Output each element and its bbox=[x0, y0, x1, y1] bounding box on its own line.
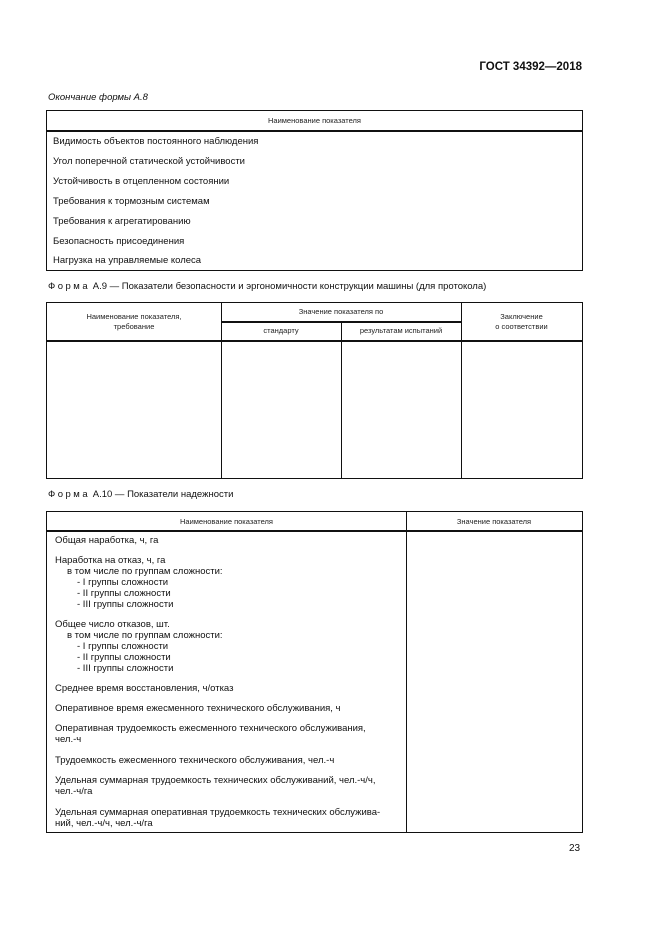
table-row: Устойчивость в отцепленном состоянии bbox=[53, 176, 230, 187]
column-header-results: результатам испытаний bbox=[359, 326, 443, 335]
column-header-name: Наименование показателя, требование bbox=[86, 312, 182, 331]
table-row: Нагрузка на управляемые колеса bbox=[53, 255, 202, 266]
table-row: Безопасность присоединения bbox=[53, 236, 185, 247]
indicator-group: Среднее время восстановления, ч/отказ bbox=[55, 683, 234, 694]
table-row: Требования к тормозным системам bbox=[53, 196, 210, 207]
document-code: ГОСТ 34392—2018 bbox=[479, 61, 582, 73]
form-a9-table bbox=[46, 302, 583, 479]
column-header: Наименование показателя bbox=[268, 116, 361, 125]
table-row: Требования к агрегатированию bbox=[53, 216, 191, 227]
table-row: Видимость объектов постоянного наблюдения bbox=[53, 136, 259, 147]
form-a10-table bbox=[46, 511, 583, 833]
indicator-group: Оперативное время ежесменного технического обслуживания, ч bbox=[55, 703, 341, 714]
indicator-group: Наработка на отказ, ч, га в том числе по группам сложности: - I группы сложности - II группы сложности - III группы сложности bbox=[55, 555, 223, 610]
form-a9-caption: Форма А.9 — Показатели безопасности и эргономичности конструкции машины (для протокола) bbox=[48, 281, 487, 292]
column-header-conclusion: Заключение о соответствии bbox=[495, 312, 548, 331]
form-a8-table bbox=[46, 110, 583, 271]
indicator-group: Общее число отказов, шт. в том числе по группам сложности: - I группы сложности - II группы сложности - III группы сложности bbox=[55, 619, 223, 674]
indicator-group: Удельная суммарная трудоемкость технических обслуживаний, чел.-ч/ч, чел.-ч/га bbox=[55, 775, 376, 797]
indicator-group: Трудоемкость ежесменного технического обслуживания, чел.-ч bbox=[55, 755, 335, 766]
column-header-name: Наименование показателя bbox=[180, 517, 273, 526]
indicator-group: Общая наработка, ч, га bbox=[55, 535, 159, 546]
table-row: Угол поперечной статической устойчивости bbox=[53, 156, 245, 167]
form-a8-caption: Окончание формы А.8 bbox=[48, 92, 148, 103]
column-header-value: Значение показателя по bbox=[298, 307, 384, 316]
column-header-value: Значение показателя bbox=[456, 517, 532, 526]
page-number: 23 bbox=[569, 843, 581, 854]
column-header-standard: стандарту bbox=[263, 326, 299, 335]
form-a10-caption: Форма А.10 — Показатели надежности bbox=[48, 489, 234, 500]
indicator-group: Оперативная трудоемкость ежесменного технического обслуживания, чел.-ч bbox=[55, 723, 366, 745]
indicator-group: Удельная суммарная оперативная трудоемкость технических обслужива- ний, чел.-ч/ч, чел.-ч/га bbox=[55, 807, 381, 829]
